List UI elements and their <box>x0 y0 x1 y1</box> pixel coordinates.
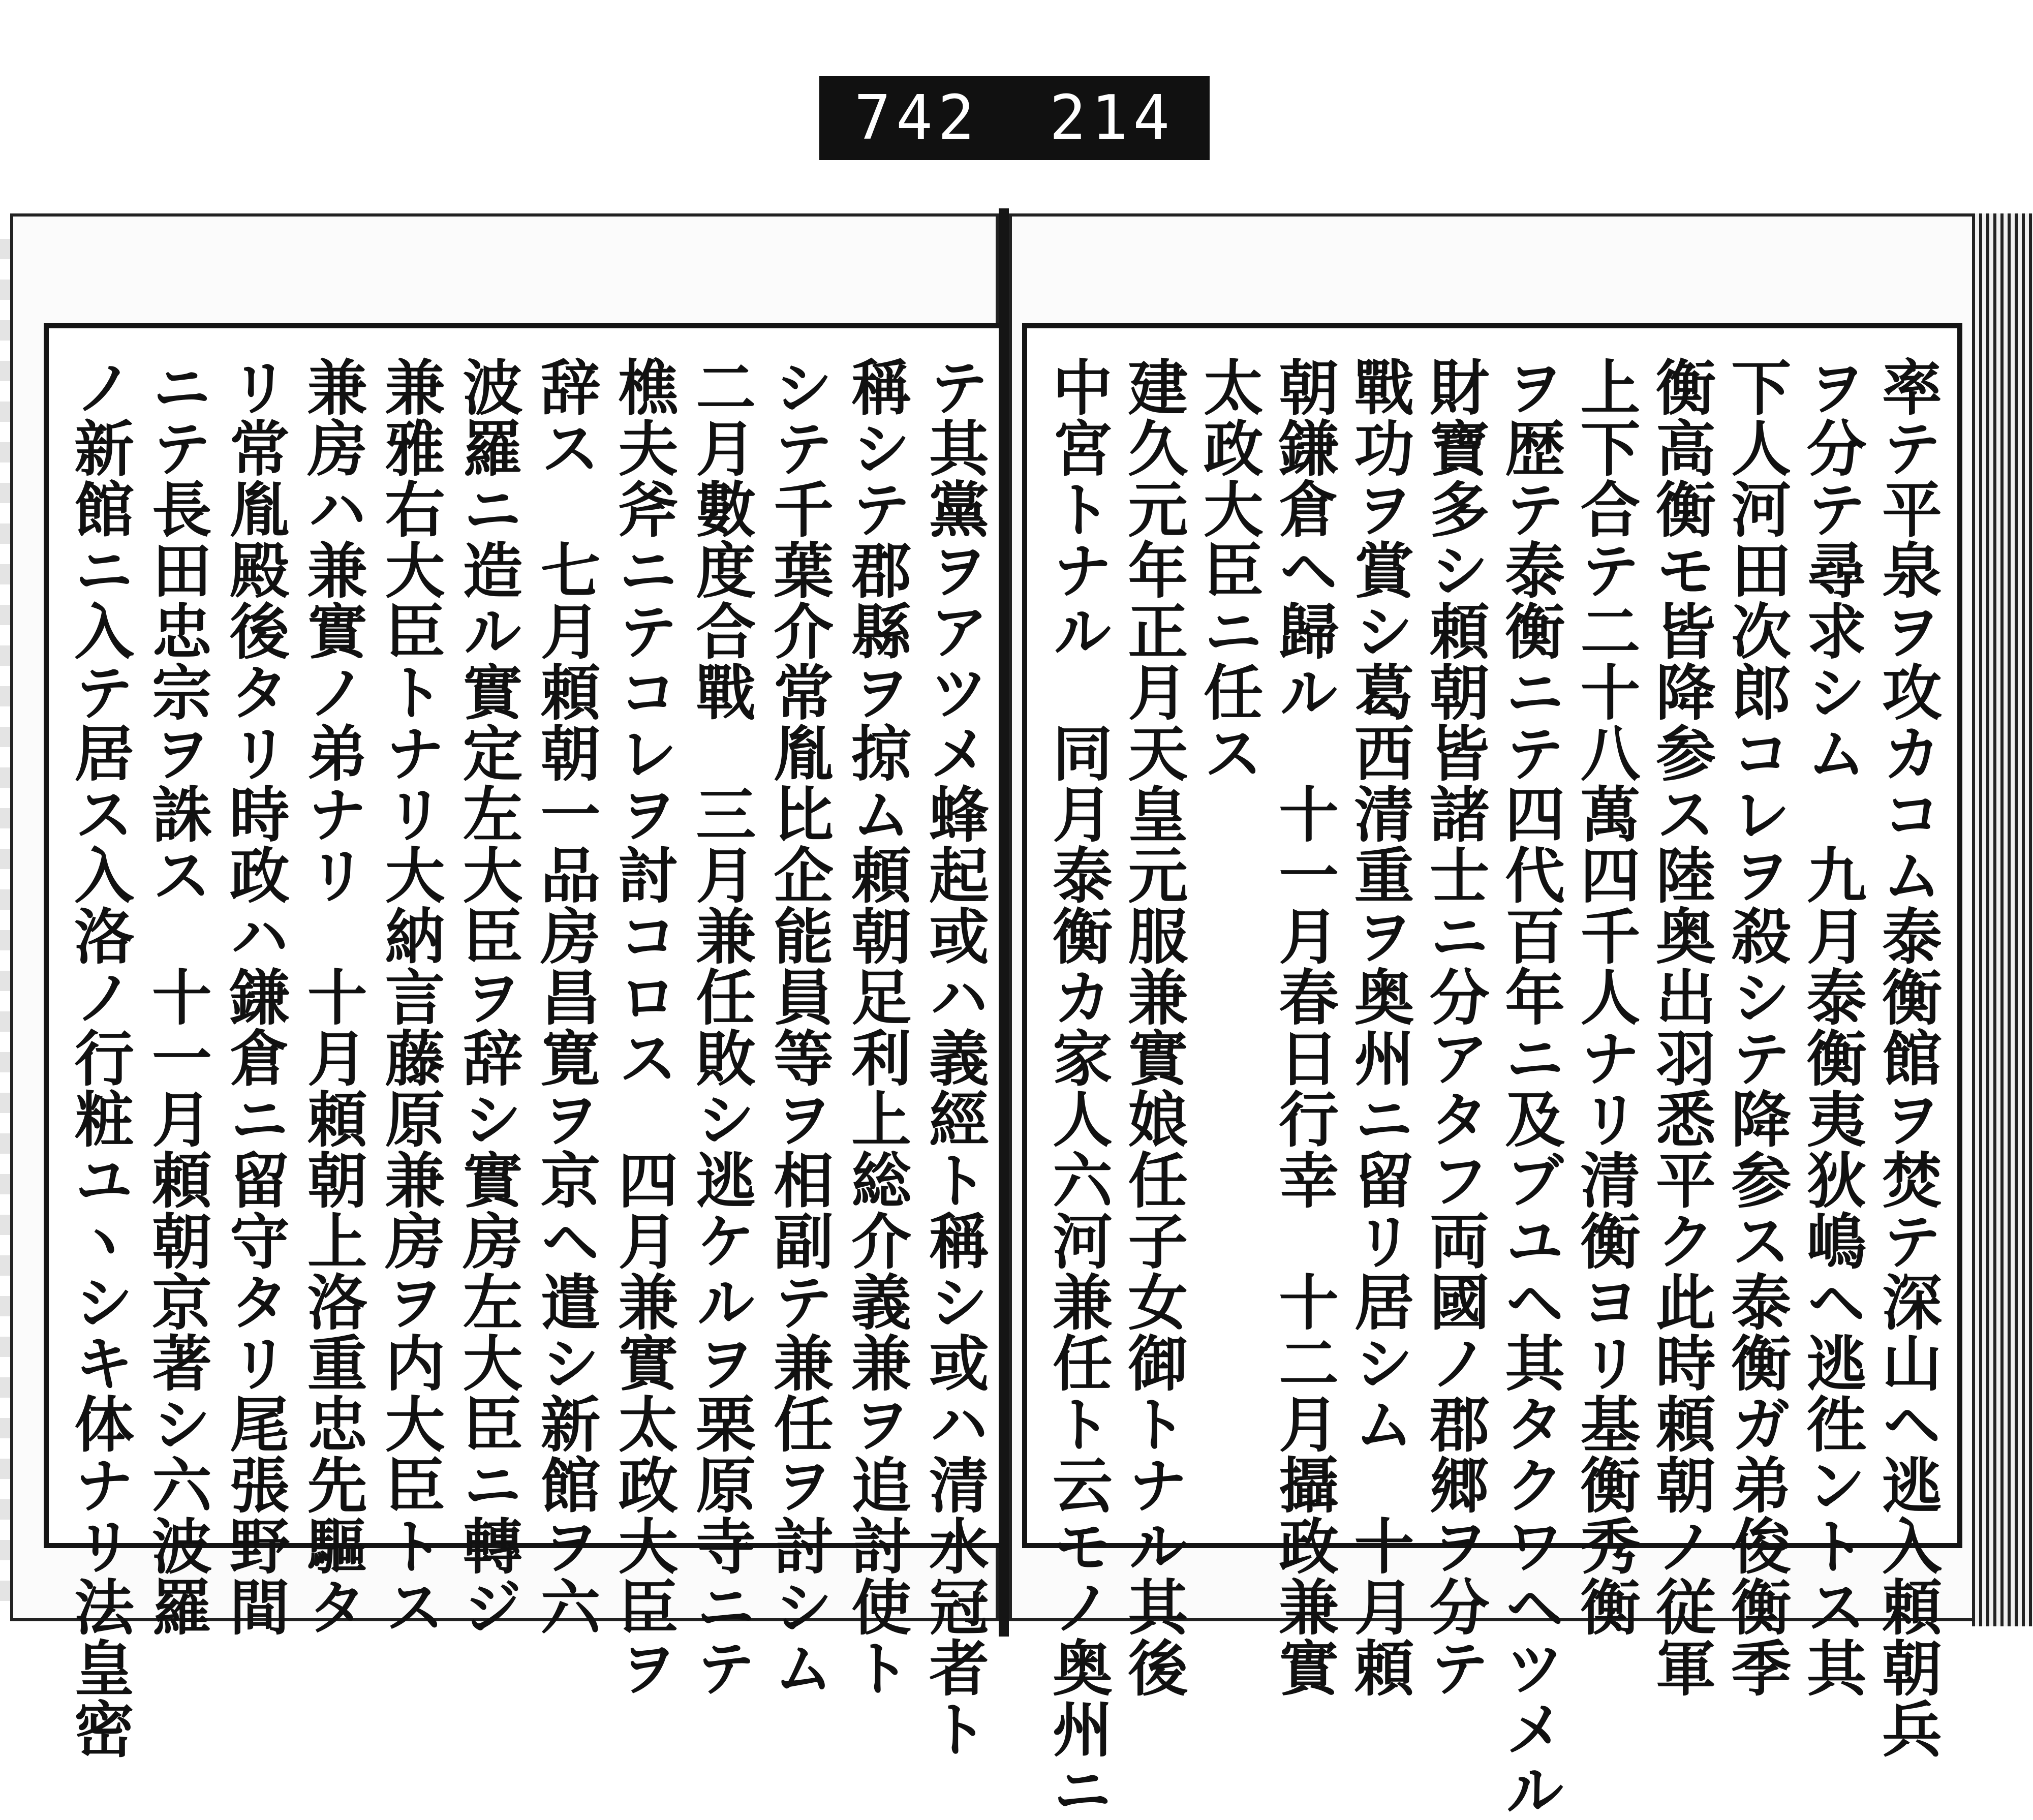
right-col-1: 率テ平泉ヲ攻カコム泰衡館ヲ焚テ深山ヘ逃入頼朝兵 <box>1871 356 1943 1759</box>
right-col-6: ヲ歴テ泰衡ニテ四代百年ニ及ブユヘ其タクワヘツメル <box>1495 356 1566 1820</box>
left-col-5: 樵夫斧ニテコレヲ討コロス 四月兼實太政大臣ヲ <box>608 356 679 1698</box>
right-col-3: 下人河田次郎コレヲ殺シテ降参ス泰衡ガ弟俊衡季 <box>1721 356 1792 1698</box>
right-col-9: 朝鎌倉ヘ歸ル 十一月春日行幸 十二月攝政兼實 <box>1269 356 1340 1698</box>
left-text-frame <box>44 323 1009 1759</box>
left-col-2: 稱シテ郡縣ヲ掠ム頼朝足利上総介義兼ヲ追討使ト <box>841 356 912 1698</box>
left-text-columns <box>64 356 990 1759</box>
catalog-label-right: 214 <box>1049 83 1175 153</box>
left-col-8: 兼雅右大臣トナリ大納言藤原兼房ヲ内大臣トス <box>375 356 446 1637</box>
right-col-5: 上下合テ二十八萬四千人ナリ清衡ヨリ基衡秀衡 <box>1570 356 1641 1637</box>
left-col-4: 二月數度合戰 三月兼任敗シ逃ケルヲ栗原寺ニテ <box>686 356 757 1698</box>
left-col-9: 兼房ハ兼實ノ弟ナリ 十月頼朝上洛重忠先驅タ <box>297 356 368 1637</box>
right-text-columns <box>1042 356 1943 1820</box>
right-col-8: 戰功ヲ賞シ葛西清重ヲ奥州ニ留リ居シム 十月頼 <box>1344 356 1415 1698</box>
right-page-edge <box>1972 213 2033 1626</box>
left-col-10: リ常胤殿後タリ時政ハ鎌倉ニ留守タリ尾張野間 <box>219 356 290 1637</box>
left-col-11: ニテ長田忠宗ヲ誅ス 十一月頼朝京著シ六波羅 <box>141 356 212 1637</box>
left-col-6: 辞ス 七月頼朝一品房昌寛ヲ京ヘ遣シ新館ヲ六 <box>530 356 601 1637</box>
binding-gutter <box>999 208 1009 1637</box>
right-col-10: 太政大臣ニ任ス <box>1193 356 1264 783</box>
right-page <box>1009 213 1995 1820</box>
right-col-4: 衡高衡モ皆降参ス陸奥出羽悉平ク此時頼朝ノ従軍 <box>1645 356 1716 1698</box>
catalog-label-left: 742 <box>854 83 980 153</box>
left-col-12: ノ新館ニ入テ居ス入洛ノ行粧ユヽシキ体ナリ法皇密 <box>64 356 135 1759</box>
left-col-7: 波羅ニ造ル實定左大臣ヲ辞シ實房左大臣ニ轉ジ <box>452 356 523 1637</box>
right-col-11: 建久元年正月天皇元服兼實娘任子女御トナル其後 <box>1118 356 1189 1698</box>
right-col-12: 中宮トナル 同月泰衡カ家人六河兼任ト云モノ奥州ニ <box>1042 356 1113 1820</box>
left-page <box>10 213 999 1759</box>
left-col-3: シテ千葉介常胤比企能員等ヲ相副テ兼任ヲ討シム <box>763 356 835 1698</box>
left-col-1: テ其黨ヲアツメ蜂起或ハ義經ト稱シ或ハ清水冠者ト <box>918 356 990 1759</box>
catalog-label <box>819 76 1210 160</box>
book-spread <box>0 213 2033 1820</box>
right-col-7: 財寶多シ頼朝皆諸士ニ分アタフ両國ノ郡郷ヲ分テ <box>1419 356 1490 1698</box>
right-text-frame <box>1022 323 1962 1820</box>
right-col-2: ヲ分テ尋求シム 九月泰衡夷狄嶋ヘ逃徃ントス其 <box>1796 356 1867 1698</box>
